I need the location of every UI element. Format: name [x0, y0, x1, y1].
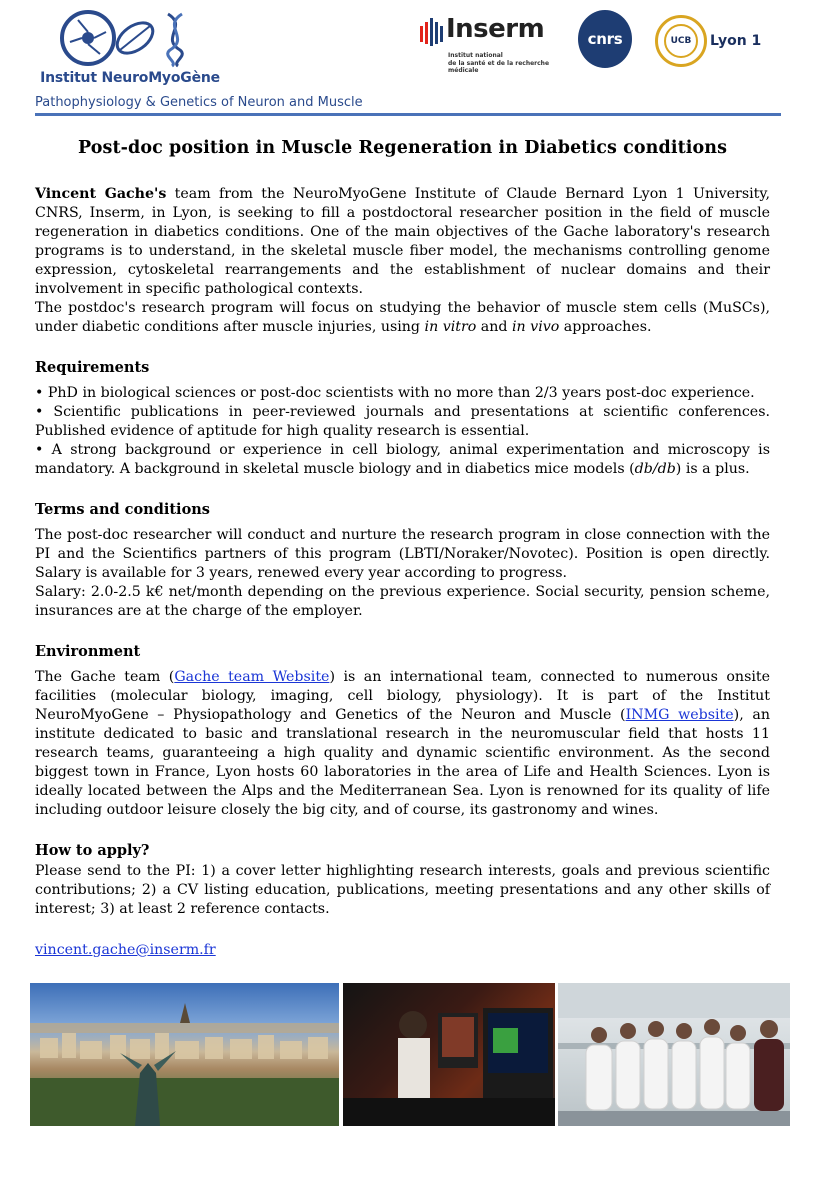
requirement-item: [35, 441, 770, 479]
inserm-logo: [420, 12, 565, 72]
intro-paragraph-1: [35, 185, 770, 299]
pi-name: Vincent Gache's: [35, 186, 167, 202]
gache-team-website-link[interactable]: Gache team Website: [174, 669, 330, 685]
page-header: [0, 0, 819, 120]
lyon-city-icon: [30, 983, 339, 1126]
intro-paragraph-2: [35, 299, 770, 337]
in-vivo-term: in vivo: [512, 319, 560, 335]
intro-p2-b: and: [476, 319, 512, 335]
dbdb-term: db/db: [634, 461, 676, 477]
email-line: [35, 941, 770, 960]
header-divider: [35, 113, 781, 116]
lyon1-wordmark: Lyon 1: [710, 33, 762, 49]
terms-heading: Terms and conditions: [35, 501, 210, 518]
team-group-photo: [558, 983, 790, 1126]
apply-paragraph: Please send to the PI: 1) a cover letter highlighting research interests, goals and previous scientific contributions; 2) a CV listing education, publications, meeting presentations and any other skills of interest; 3) at least 2 reference contacts.: [35, 863, 770, 917]
page-title: Post-doc position in Muscle Regeneration in Diabetics conditions: [77, 138, 728, 158]
requirement-item: • Scientific publications in peer-reviewed journals and presentations at scientific conferences. Published evidence of aptitude for high quality research is essential.: [35, 404, 770, 439]
terms-paragraph-1: The post-doc researcher will conduct and nurture the research program in close connection with the PI and the Scientifics partners of this program (LBTI/Noraker/Novotec). Position is open directly. Salary is available for 3 years, renewed every year according to progress.: [35, 527, 770, 581]
requirement-text-b: ) is a plus.: [675, 461, 750, 477]
inserm-subtitle-1: Institut national: [448, 52, 503, 59]
lyon1-seal-text: UCB: [664, 24, 698, 58]
inmg-name-main: NeuroMyoGène: [101, 70, 220, 86]
inmg-wordmark: [35, 70, 225, 86]
intro-text: team from the NeuroMyoGene Institute of Claude Bernard Lyon 1 University, CNRS, Inserm, in Lyon, is seeking to fill a postdoctoral researcher position in the field of muscle regeneration in diabetics conditions. One of the main objectives of the Gache laboratory's research programs is to understand, in the skeletal muscle fiber model, the mechanisms controlling genome expression, cytoskeletal rearrangements and the establishment of nuclear domains and their involvement in specific pathological contexts.: [35, 186, 770, 297]
lyon1-seal-icon: [655, 15, 707, 67]
environment-heading: Environment: [35, 643, 141, 660]
intro-p2-c: approaches.: [559, 319, 652, 335]
inmg-logo: [35, 8, 225, 86]
institute-tagline: Pathophysiology & Genetics of Neuron and Muscle: [35, 95, 363, 110]
microscopy-lab-photo: [343, 983, 555, 1126]
inmg-name-prefix: Institut: [40, 70, 102, 86]
contact-email-link[interactable]: vincent.gache@inserm.fr: [35, 942, 216, 958]
lab-workstation-icon: [343, 983, 555, 1126]
requirements-heading: Requirements: [35, 359, 150, 376]
inserm-bars-icon: [420, 18, 444, 50]
cnrs-logo: [578, 10, 632, 68]
requirement-text-a: • A strong background or experience in cell biology, animal experimentation and microscopy is mandatory. A background in skeletal muscle biology and in diabetics mice models (: [35, 442, 770, 477]
photo-strip: [30, 983, 790, 1126]
in-vitro-term: in vitro: [424, 319, 477, 335]
lyon1-logo: [655, 15, 765, 75]
environment-text-c: ), an institute dedicated to basic and translational research in the neuromuscular field that hosts 11 research teams, guaranteeing a high quality and dynamic scientific environment. As the second biggest town in France, Lyon hosts 60 laboratories in the area of Life and Health Sciences. Lyon is ideally located between the Alps and the Mediterranean Sea. Lyon is renowned for its quality of life including outdoor leisure closely the big city, and of course, its gastronomy and wines.: [35, 707, 770, 818]
inserm-wordmark: Inserm: [446, 14, 545, 44]
inmg-emblem-icon: [60, 8, 200, 70]
apply-heading: How to apply?: [35, 842, 150, 859]
lyon-cityscape-photo: [30, 983, 339, 1126]
environment-text-a: The Gache team (: [35, 669, 175, 685]
environment-paragraph: [35, 668, 770, 820]
salary-paragraph: Salary: 2.0-2.5 k€ net/month depending on the previous experience. Social security, pension scheme, insurances are at the charge of the employer.: [35, 584, 770, 619]
inserm-subtitle-2: de la santé et de la recherche médicale: [448, 60, 550, 74]
environment-text-b: ) is an international team, connected to numerous onsite facilities (molecular biology, imaging, cell biology, physiology). It is part of the Institut NeuroMyoGene – Physiopathology and Genetics of the Neuron and Muscle (: [35, 669, 770, 723]
inmg-website-link[interactable]: INMG website: [625, 707, 734, 723]
requirement-item: • PhD in biological sciences or post-doc scientists with no more than 2/3 years post-doc experience.: [35, 385, 755, 401]
intro-p2-a: The postdoc's research program will focus on studying the behavior of muscle stem cells (MuSCs), under diabetic conditions after muscle injuries, using: [35, 300, 770, 335]
cnrs-wordmark: cnrs: [587, 30, 623, 48]
team-members-icon: [558, 983, 790, 1126]
document-body: [35, 138, 770, 960]
